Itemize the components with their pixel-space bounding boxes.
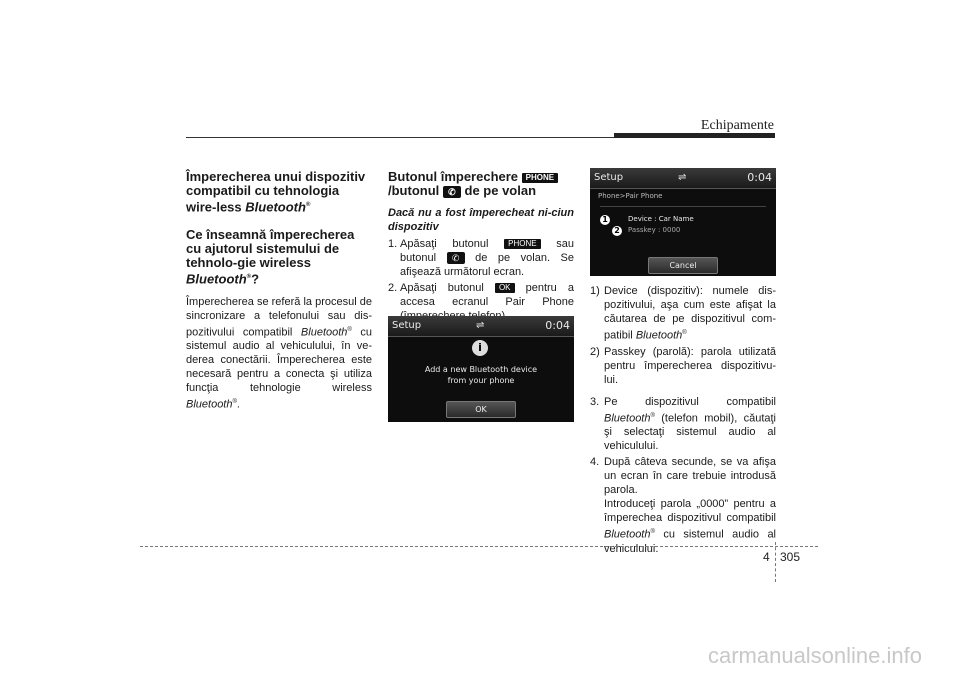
column-1	[186, 170, 372, 412]
screen-time: 0:04	[747, 171, 772, 184]
cancel-button[interactable]: Cancel	[648, 257, 718, 274]
phone-call-icon: ✆	[443, 186, 461, 198]
header-rule-accent	[614, 133, 775, 138]
device-name-line: 1 Device : Car Name	[628, 214, 694, 225]
step-2: 2. Apăsaţi butonul OK pentru a accesa ecranul Pair Phone	[388, 282, 574, 308]
column-2	[388, 170, 574, 325]
usb-icon: ⇌	[476, 320, 485, 331]
heading-pairing: Împerecherea unui dispozitiv compatibil cu tehnologia wire-less Bluetooth®	[186, 169, 366, 215]
marker-1: 1	[600, 215, 610, 225]
footer-rule	[140, 546, 818, 547]
screen-title: Setup	[594, 172, 624, 183]
phone-badge: PHONE	[522, 173, 558, 183]
step-4: 4. După câteva secunde, se va afişa un ecran în care trebuie introdusă parola. Introduceţi parola „0000” pentru a împerechea dispozitivul compatibil Bluetooth® cu sistemul audio al vehiculului.	[590, 456, 776, 555]
step-3: 3. Pe dispozitivul compatibil Bluetooth® (telefon mobil), căutaţi şi selectaţi sistemul audio al vehiculului.	[590, 395, 776, 453]
marker-2: 2	[612, 226, 622, 236]
step-1: 1. Apăsaţi butonul PHONE sau butonul ✆ de pe volan. Se afişează următorul ecran.	[388, 238, 574, 278]
screen-add-device	[388, 316, 574, 422]
footer-divider	[775, 542, 776, 582]
header-rule	[186, 137, 616, 138]
screen-message: Add a new Bluetooth device from your phone	[424, 365, 538, 385]
screen-title-bar	[590, 168, 776, 189]
column-3	[590, 284, 776, 558]
ok-button[interactable]: OK	[446, 401, 516, 418]
item-passkey: 2) Passkey (parolă): parola utilizată pentru împerecherea dispozitivu-lui.	[590, 345, 776, 386]
paragraph-pairing: Împerecherea se referă la procesul de sincronizare a telefonului sau dis-pozitivului compatibil Bluetooth® cu sistemul audio al vehiculului, în ve-derea conectării. Împerecherea este necesară pentru a conecta şi utiliza funcţia tehnologie wireless Bluetooth®.	[186, 295, 372, 411]
watermark: carmanualsonline.info	[707, 643, 922, 668]
phone-badge-inline: PHONE	[504, 239, 540, 249]
phone-call-icon-inline: ✆	[447, 252, 465, 264]
info-icon: i	[472, 340, 488, 356]
ok-badge: OK	[495, 283, 515, 293]
screen-time: 0:04	[545, 319, 570, 332]
screen-breadcrumb: Phone>Pair Phone	[598, 192, 663, 200]
passkey-line: 2 Passkey : 0000	[628, 225, 694, 236]
screen-divider	[600, 206, 766, 207]
section-title: Echipamente	[700, 118, 774, 133]
device-info	[602, 214, 694, 236]
heading-pair-button: Butonul împerechere PHONE /butonul ✆ de pe volan	[388, 170, 574, 198]
chapter-number: 4	[763, 550, 770, 564]
heading-what-is-pairing: Ce înseamnă împerecherea cu ajutorul sistemului de tehnolo-gie wireless Bluetooth®?	[186, 227, 355, 287]
usb-icon: ⇌	[678, 172, 687, 183]
subheading-no-device: Dacă nu a fost împerecheat ni-ciun dispozitiv	[388, 207, 574, 233]
screen-title-bar	[388, 316, 574, 337]
page-number: 305	[780, 550, 801, 564]
item-device: 1) Device (dispozitiv): numele dis-pozitivului, aşa cum este afişat la căutarea de pe dispozitivul com-patibil Bluetooth®	[590, 285, 776, 342]
screen-pair-phone	[590, 168, 776, 276]
screen-title: Setup	[392, 320, 422, 331]
